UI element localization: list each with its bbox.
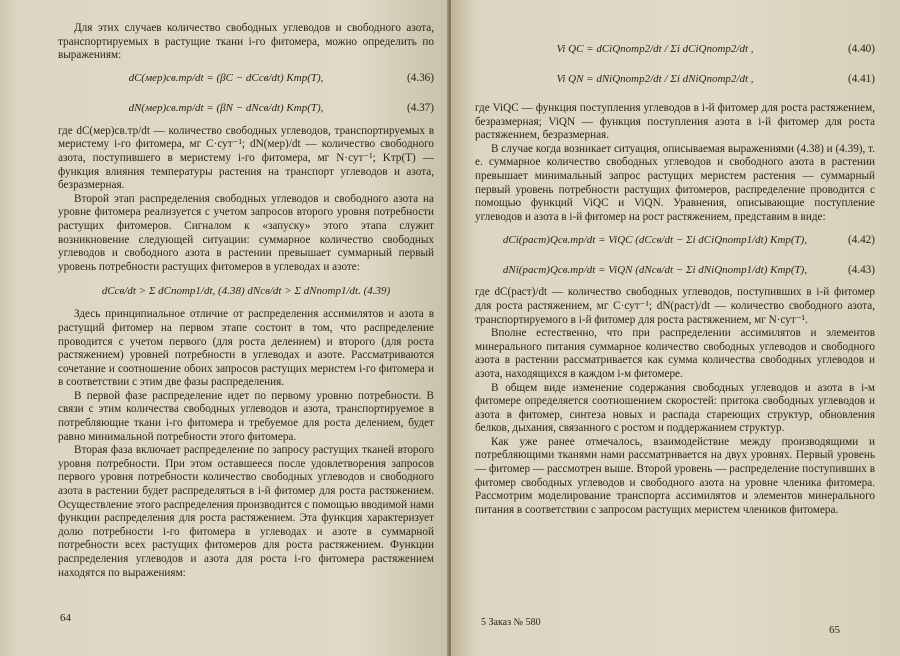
equation-4-37 [58,95,434,123]
equation-4-40-number: (4.40) [847,43,875,56]
right-paragraph-3: где dC(раст)/dt — количество свободных углеводов, поступивших в i-й фитомер для роста растяжением, мг С·сут⁻¹; dN(раст)/dt — количество свободного азота, транспортируемого в i-й фитомер для роста растяжением, мг N·сут⁻¹. [475,286,875,326]
right-paragraph-2: В случае когда возникает ситуация, описываемая выражениями (4.38) и (4.39), т. е. суммарное количество свободных углеводов и свободного азота в растении превышает минимальный запрос растущих меристем растения — суммарный первый уровень потребности растущих фитомеров, распределение проводится с помощью функций ViQC и ViQN. Уравнения, описывающие поступление углеводов и азота в i-й фитомер на рост растяжением, представим в виде: [475,142,875,223]
equation-4-40 [475,36,875,64]
right-page [451,0,900,656]
equation-4-43-number: (4.43) [847,263,875,276]
equation-4-41 [475,66,875,94]
equation-4-36 [58,65,434,93]
left-paragraph-4: В первой фазе распределение идет по первому уровню потребности. В связи с этим количества свободных углеводов и азота, транспортируемое в потребляющие ткани i-го фитомера и требуемое для роста делением, будет равно минимальной потребности этого фитомера. [58,389,434,443]
left-paragraph-1: где dC(мер)св.тр/dt — количество свободных углеводов, транспортируемых в меристему i-го фитомера, мг С·сут⁻¹; dN(мер)/dt — количество свободного азота, поступившего в меристему i-го фитомера, мг N·сут⁻¹; Kтр(T) — функция влияния температуры растения на транспорт углеводов и азота, безразмерная. [58,124,434,192]
equation-4-43 [475,256,875,284]
equation-4-42-body: dCi(раст)Qсв.тр/dt = ViQC (dCсв/dt − Σi dCiQпотр1/dt) Kтр(T), [502,233,808,246]
left-page [0,0,449,656]
right-paragraph-4: Вполне естественно, что при распределении ассимилятов и элементов минерального питания суммарное количество свободных углеводов и свободного азота в растении рассматривается как сумма количества свободных углеводов и азота, находящихся в каждом i-м фитомере. [475,327,875,380]
left-paragraph-2: Второй этап распределения свободных углеводов и свободного азота на уровне фитомера реализуется с учетом запросов второго уровня потребности растущих фитомеров. Сигналом к «запуску» этого этапа служит возникновение следующей ситуации: суммарное количество свободных углеводов и свободного азота в растении превышает суммарный первый уровень потребности растущих фитомеров в углеводах и азоте: [58,192,434,273]
right-page-text [475,34,875,517]
equation-4-38-4-39 [58,276,434,306]
print-order-footnote: 5 Заказ № 580 [481,617,541,628]
equation-4-42 [475,226,875,254]
equation-4-36-body: dC(мер)св.тр/dt = (βC − dCсв/dt) Kтр(T), [128,71,324,84]
equation-4-36-number: (4.36) [406,71,434,84]
right-page-number: 65 [829,624,840,636]
right-paragraph-6: Как уже ранее отмечалось, взаимодействие между производящими и потребляющими тканями нами рассматривается на двух уровнях. Первый уровень — фитомер — рассмотрен выше. Второй уровень — распределение поступивших в фитомер свободных углеводов и свободного азота на уровне членика фитомера. Рассмотрим моделирование транспорта ассимилятов и элементов минерального питания в соответствии с запросом растущих меристем члеников фитомера. [475,435,875,516]
left-page-number: 64 [60,612,71,624]
left-page-text [58,22,434,580]
right-paragraph-5: В общем виде изменение содержания свободных углеводов и азота в i-м фитомере определяется соотношением скоростей: притока свободных углеводов и азота в фитомер, синтеза новых и распада стареющих структур, обновления белков, дыхания, связанного с ростом и поддержанием структур. [475,381,875,435]
left-paragraph-3: Здесь принципиальное отличие от распределения ассимилятов и азота в растущий фитомер на первом этапе состоит в том, что распределение проводится с учетом первого (для роста делением) и второго (для роста растяжением) уровней потребности в углеводах и азоте. Рассматриваются сочетание и соотношение обоих запросов растущих меристем i-го фитомера и в соответствии с этим две фазы распределения. [58,308,434,389]
equation-4-41-number: (4.41) [847,73,875,86]
left-intro: Для этих случаев количество свободных углеводов и свободного азота, транспортируемых в растущие ткани i-го фитомера, можно определить по выражениям: [58,22,434,62]
equation-4-43-body: dNi(раст)Qсв.тр/dt = ViQN (dNсв/dt − Σi dNiQпотр1/dt) Kтр(T), [502,263,808,276]
equation-4-37-number: (4.37) [406,101,434,114]
equation-4-37-body: dN(мер)св.тр/dt = (βN − dNсв/dt) Kтр(T), [128,101,324,114]
left-paragraph-5: Вторая фаза включает распределение по запросу растущих тканей второго уровня потребности. При этом оставшееся после удовлетворения запросов первого уровня потребности количество свободных углеводов и свободного азота в растении будет распределяться в i-й фитомер для роста растяжением. Осуществление этого распределения производится с помощью вводимой нами функции распределения для роста растяжением. Эта функция характеризует долю потребности i-го фитомера в углеводах и азоте в суммарной потребности всех растущих фитомеров для роста растяжением. Функции распределения углеводов и азота для роста i-го фитомера растяжением находятся по выражениям: [58,444,434,579]
equation-4-38-4-39-body: dCсв/dt > Σ dCпотр1/dt, (4.38) dNсв/dt > Σ dNпотр1/dt. (4.39) [101,284,391,297]
equation-4-42-number: (4.42) [847,233,875,246]
right-paragraph-1: где ViQC — функция поступления углеводов в i-й фитомер для роста растяжением, безразмерная; ViQN — функция поступления азота в i-й фитомер для роста растяжением, безразмерная. [475,102,875,142]
equation-4-41-body: Vi QN = dNiQпотр2/dt / Σi dNiQпотр2/dt , [556,73,754,86]
equation-4-40-body: Vi QC = dCiQпотр2/dt / Σi dCiQпотр2/dt , [556,43,754,56]
